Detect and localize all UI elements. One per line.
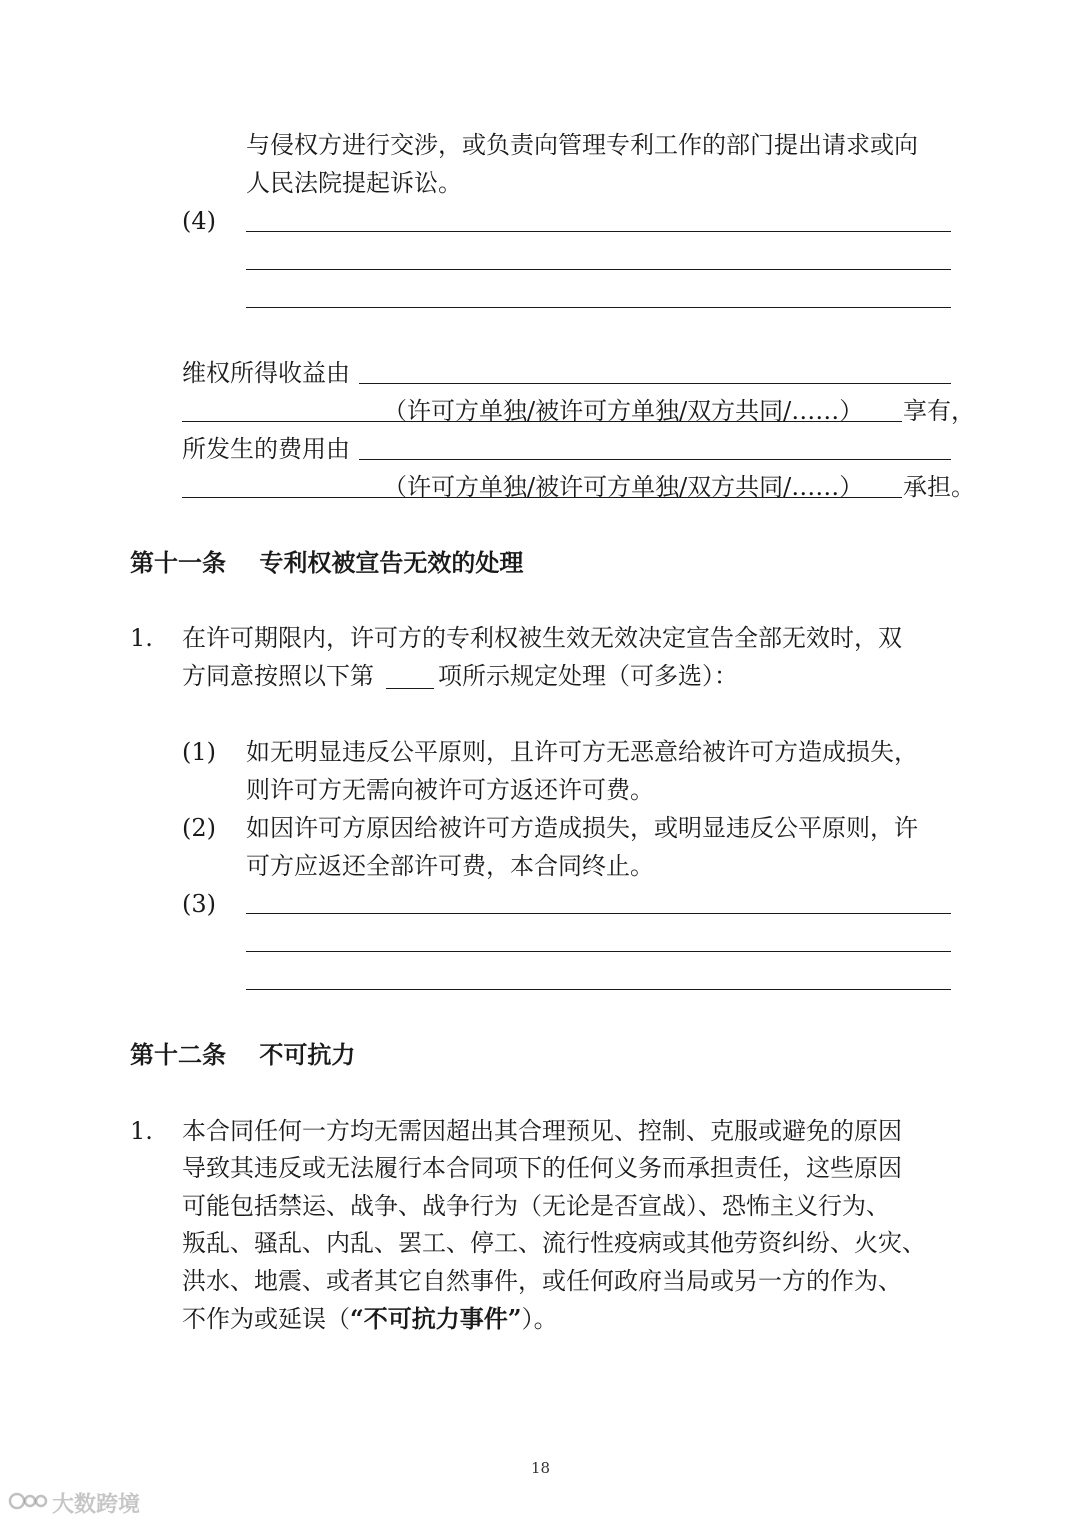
blank-line [386, 688, 434, 689]
blank-line [246, 307, 951, 308]
watermark-text: 大数跨境 [52, 1492, 141, 1518]
enjoy-text: 享有， [903, 397, 975, 425]
paragraph-line: 本合同任何一方均无需因超出其合理预见、控制、克服或避免的原因 [182, 1117, 902, 1145]
blank-line [246, 951, 951, 952]
paragraph-number: 1. [130, 624, 153, 652]
item-text: 如因许可方原因给被许可方造成损失，或明显违反公平原则，许 [246, 814, 918, 842]
text-run: ）。 [521, 1305, 558, 1333]
blank-line [246, 913, 951, 914]
options-text: （许可方单独/被许可方单独/双方共同/……） [383, 397, 864, 425]
paragraph-line [182, 1300, 558, 1338]
paragraph-line: 与侵权方进行交涉，或负责向管理专利工作的部门提出请求或向 [246, 131, 918, 159]
item-text: 则许可方无需向被许可方返还许可费。 [246, 776, 654, 804]
item-text: 可方应返还全部许可费，本合同终止。 [246, 852, 654, 880]
paragraph-number: 1. [130, 1117, 153, 1145]
options-text: （许可方单独/被许可方单独/双方共同/……） [383, 473, 864, 501]
cost-label: 所发生的费用由 [182, 435, 350, 463]
blank-line [359, 459, 951, 460]
blank-line [246, 989, 951, 990]
text-run: 不作为或延误（ [182, 1305, 350, 1333]
paragraph-line: 方同意按照以下第 [182, 662, 374, 690]
defined-term: “不可抗力事件” [350, 1304, 522, 1333]
bear-text: 承担。 [903, 473, 975, 501]
article-12-heading: 第十二条 不可抗力 [130, 1040, 356, 1069]
paragraph-line: 人民法院提起诉讼。 [246, 169, 462, 197]
page-number: 18 [531, 1459, 551, 1477]
paragraph-line: 项所示规定处理（可多选）： [438, 662, 738, 690]
item-marker: (4) [182, 207, 216, 235]
paragraph-line: 叛乱、骚乱、内乱、罢工、停工、流行性疫病或其他劳资纠纷、火灾、 [182, 1229, 926, 1257]
blank-line [359, 383, 951, 384]
paragraph-line: 在许可期限内，许可方的专利权被生效无效决定宣告全部无效时，双 [182, 624, 902, 652]
paragraph-line: 可能包括禁运、战争、战争行为（无论是否宣战）、恐怖主义行为、 [182, 1192, 890, 1220]
item-marker: (3) [182, 890, 216, 918]
article-11-heading: 第十一条 专利权被宣告无效的处理 [130, 548, 524, 577]
item-marker: (1) [182, 738, 216, 766]
income-label: 维权所得收益由 [182, 359, 350, 387]
item-marker: (2) [182, 814, 216, 842]
paragraph-line: 洪水、地震、或者其它自然事件，或任何政府当局或另一方的作为、 [182, 1267, 902, 1295]
watermark [8, 1490, 140, 1521]
item-text: 如无明显违反公平原则，且许可方无恶意给被许可方造成损失， [246, 738, 918, 766]
watermark-logo-icon [8, 1490, 48, 1521]
blank-line [246, 269, 951, 270]
blank-line [246, 231, 951, 232]
paragraph-line: 导致其违反或无法履行本合同项下的任何义务而承担责任，这些原因 [182, 1154, 902, 1182]
